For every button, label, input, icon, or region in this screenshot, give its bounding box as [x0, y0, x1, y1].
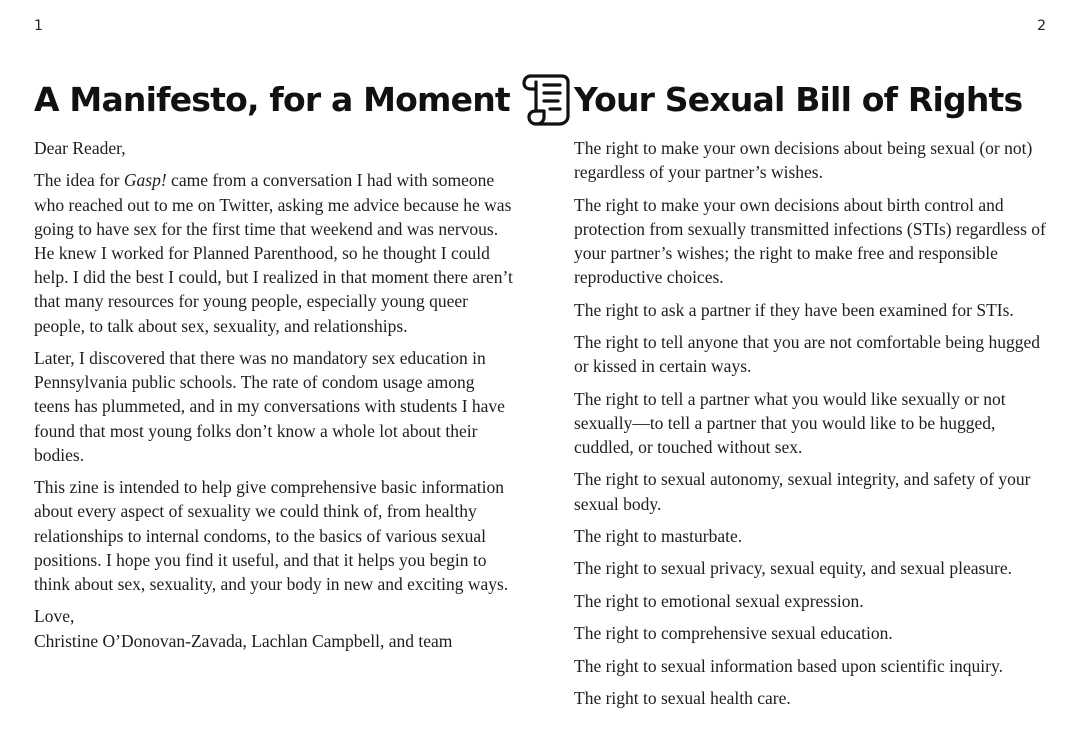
right-item: The right to comprehensive sexual education.: [574, 623, 893, 644]
right-item: The right to sexual autonomy, sexual integrity, and safety of your sexual body.: [574, 469, 1031, 514]
right-item: The right to masturbate.: [574, 525, 743, 546]
manifesto-page: [34, 72, 514, 653]
right-item: The right to sexual privacy, sexual equity, and sexual pleasure.: [574, 558, 1013, 579]
salutation: Dear Reader,: [34, 138, 126, 158]
paragraph-text: The idea for: [34, 170, 124, 191]
manifesto-paragraph: [34, 168, 514, 337]
page-number-left: 1: [34, 18, 43, 34]
right-item: The right to make your own decisions about being sexual (or not) regardless of your partner’s wishes.: [574, 138, 1033, 183]
right-item: The right to ask a partner if they have been examined for STIs.: [574, 299, 1014, 320]
manifesto-heading-row: [34, 72, 514, 126]
bill-of-rights-page: [574, 72, 1054, 718]
right-item: The right to make your own decisions about birth control and protection from sexually transmitted infections (STIs) regardless of your partner’s wishes; the right to make free and responsible reproductive choices.: [574, 194, 1046, 288]
signature: Christine O’Donovan-Zavada, Lachlan Campbell, and team: [34, 630, 453, 651]
manifesto-paragraph: This zine is intended to help give comprehensive basic information about every aspect of sexuality we could think of, from healthy relationships to internal condoms, to the basics of various sexual positions. I hope you find it useful, and that it helps you begin to think about sex, sexuality, and your body in new and exciting ways.: [34, 477, 509, 595]
page-number-right: 2: [1037, 18, 1046, 34]
rights-list: [574, 136, 1054, 710]
closing-text: Love,: [34, 606, 75, 627]
bill-of-rights-heading-row: [574, 72, 1054, 126]
right-item: The right to sexual information based upon scientific inquiry.: [574, 655, 1003, 676]
manifesto-title: A Manifesto, for a Moment: [34, 79, 510, 119]
bill-of-rights-title: Your Sexual Bill of Rights: [574, 79, 1023, 119]
zine-title-emphasis: Gasp!: [123, 170, 167, 191]
paragraph-text: came from a conversation I had with someone who reached out to me on Twitter, asking me advice because he was going to have sex for the first time that weekend and was nervous. He knew I worked for Planned Parenthood, so he thought I could help. I did the best I could, but I realized in that moment there aren’t that many resources for young people, especially young queer people, to talk about sex, sexuality, and relationships.: [34, 170, 513, 336]
scroll-icon: [522, 72, 578, 126]
manifesto-body: [34, 136, 514, 653]
right-item: The right to emotional sexual expression.: [574, 590, 864, 611]
right-item: The right to tell anyone that you are not comfortable being hugged or kissed in certain ways.: [574, 331, 1041, 377]
manifesto-paragraph: Later, I discovered that there was no mandatory sex education in Pennsylvania public schools. The rate of condom usage among teens has plummeted, and in my conversations with students I have found that most young folks don’t know a whole lot about their bodies.: [34, 348, 505, 465]
right-item: The right to tell a partner what you would like sexually or not sexually—to tell a partner that you would like to be hugged, cuddled, or touched without sex.: [574, 388, 1006, 457]
closing: [34, 604, 514, 652]
right-item: The right to sexual health care.: [574, 687, 791, 708]
